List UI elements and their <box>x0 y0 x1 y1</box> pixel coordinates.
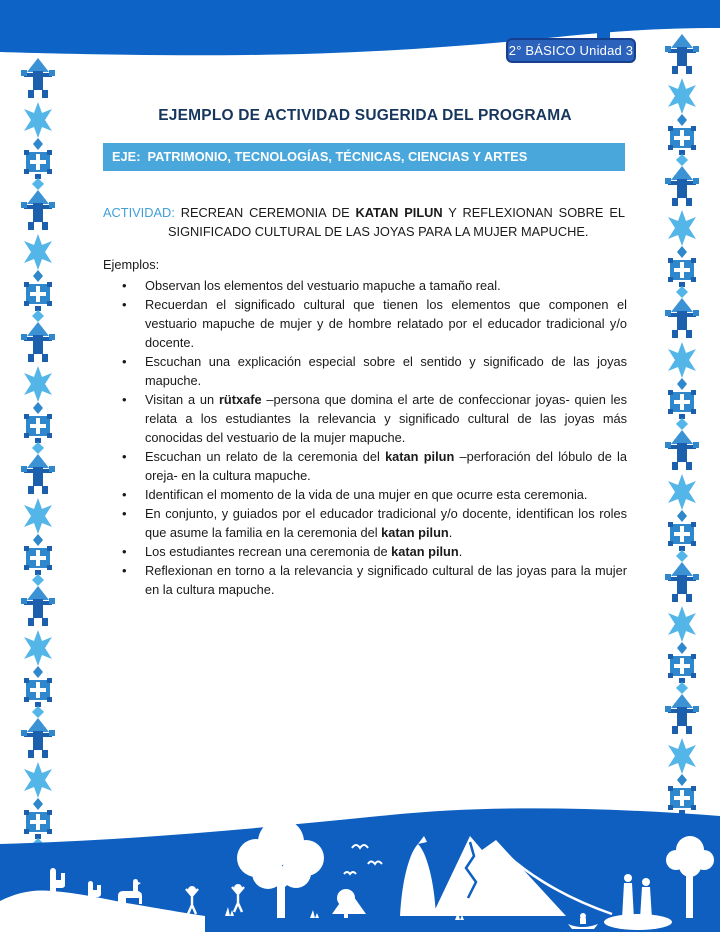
bullet-dot-icon: • <box>122 278 127 293</box>
bullet-text: Identifican el momento de la vida de una mujer en que ocurre esta ceremonia. <box>145 487 588 502</box>
bullet-text: En conjunto, y guiados por el educador tradicional y/o docente, identifican los roles que asume la familia en la ceremonia del katan pilun. <box>145 506 627 540</box>
footer-landscape-illustration <box>0 786 720 932</box>
bullet-text: Los estudiantes recrean una ceremonia de katan pilun. <box>145 544 463 559</box>
list-item <box>103 561 627 599</box>
list-item <box>103 390 627 447</box>
mapuche-totem-border-left-icon <box>17 58 59 850</box>
bullet-dot-icon: • <box>122 392 127 407</box>
examples-list <box>103 276 627 599</box>
bullet-text: Reflexionan en torno a la relevancia y significado cultural de las joyas para la mujer en la cultura mapuche. <box>145 563 627 597</box>
list-item <box>103 352 627 390</box>
list-item <box>103 295 627 352</box>
page-title: EJEMPLO DE ACTIVIDAD SUGERIDA DEL PROGRAMA <box>158 107 572 124</box>
list-item <box>103 504 627 542</box>
bullet-dot-icon: • <box>122 544 127 559</box>
activity-label: ACTIVIDAD: <box>103 205 175 220</box>
bullet-dot-icon: • <box>122 563 127 578</box>
mapuche-totem-border-right-icon <box>661 34 703 814</box>
bullet-text: Escuchan una explicación especial sobre el sentido y significado de las joyas mapuche. <box>145 354 627 388</box>
bullet-dot-icon: • <box>122 506 127 521</box>
list-item <box>103 485 627 504</box>
bullet-text: Recuerdan el significado cultural que tienen los elementos que componen el vestuario mapuche de mujer y de hombre relatado por el educador tradicional y/o docente. <box>145 297 627 350</box>
bullet-dot-icon: • <box>122 487 127 502</box>
unit-badge: 2° BÁSICO Unidad 3 <box>506 38 636 63</box>
examples-label: Ejemplos: <box>103 257 160 272</box>
bullet-text: Escuchan un relato de la ceremonia del katan pilun –perforación del lóbulo de la oreja- en la cultura mapuche. <box>145 449 628 483</box>
activity-paragraph <box>103 203 625 241</box>
activity-text: RECREAN CEREMONIA DE KATAN PILUN Y REFLEXIONAN SOBRE EL SIGNIFICADO CULTURAL DE LAS JOYAS PARA LA MUJER MAPUCHE. <box>168 205 625 239</box>
list-item <box>103 276 627 295</box>
bullet-dot-icon: • <box>122 297 127 312</box>
list-item <box>103 447 627 485</box>
bullet-text: Visitan a un rütxafe –persona que domina el arte de confeccionar joyas- quien les relata a los estudiantes la relevancia y significado cultural de las joyas más conocidas del vestuario de la mujer mapuche. <box>145 392 627 445</box>
eje-banner: EJE: PATRIMONIO, TECNOLOGÍAS, TÉCNICAS, CIENCIAS Y ARTES ANCESTRALES <box>103 143 625 171</box>
bullet-dot-icon: • <box>122 449 127 464</box>
bullet-text: Observan los elementos del vestuario mapuche a tamaño real. <box>145 278 501 293</box>
bullet-dot-icon: • <box>122 354 127 369</box>
list-item <box>103 542 627 561</box>
